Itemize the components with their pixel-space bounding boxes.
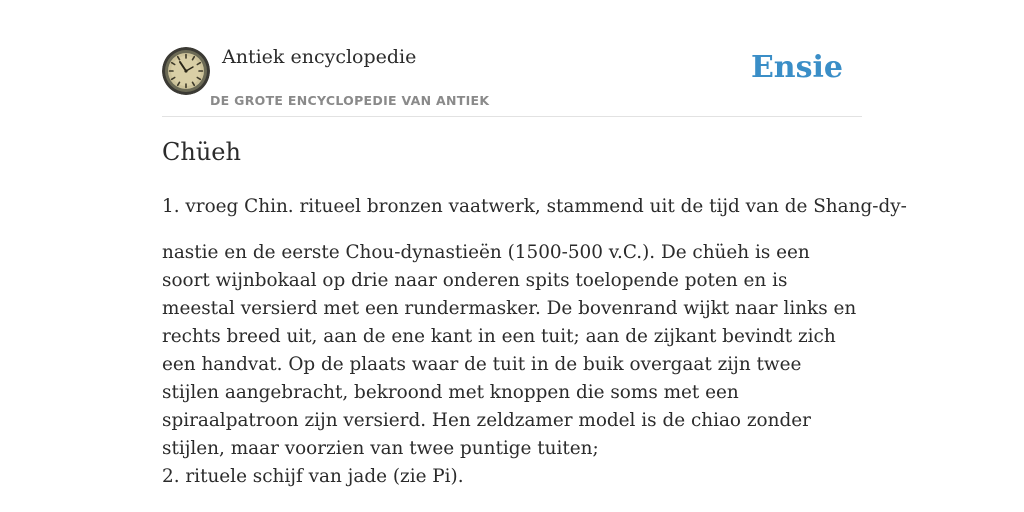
antique-clock-icon[interactable] — [162, 47, 210, 95]
site-subtitle: DE GROTE ENCYCLOPEDIE VAN ANTIEK — [210, 93, 490, 108]
entry-paragraph-3: 2. rituele schijf van jade (zie Pi). — [162, 466, 464, 487]
entry-paragraph-2: nastie en de eerste Chou-dynastieën (1500-500 v.C.). De chüeh is een soort wijnbokaal op drie naar onderen spits toelopende poten en is meestal versierd met een rundermasker. De bovenrand wijkt naar links en rechts breed uit, aan de ene kant in een tuit; aan de zijkant bevindt zich een handvat. Op de plaats waar de tuit in de buik overgaat zijn twee stijlen aangebracht, bekroond met knoppen die soms met een spiraalpatroon zijn versierd. Hen zeldzamer model is de chiao zonder stijlen, maar voorzien van twee puntige tuiten; — [162, 242, 857, 459]
ensie-brand-logo[interactable]: Ensie — [750, 50, 843, 85]
site-title[interactable]: Antiek encyclopedie — [222, 46, 417, 68]
page-title: Chüeh — [162, 138, 241, 166]
entry-paragraph-1: 1. vroeg Chin. ritueel bronzen vaatwerk, stammend uit de tijd van de Shang-dy- — [162, 196, 907, 217]
site-header — [162, 44, 862, 117]
